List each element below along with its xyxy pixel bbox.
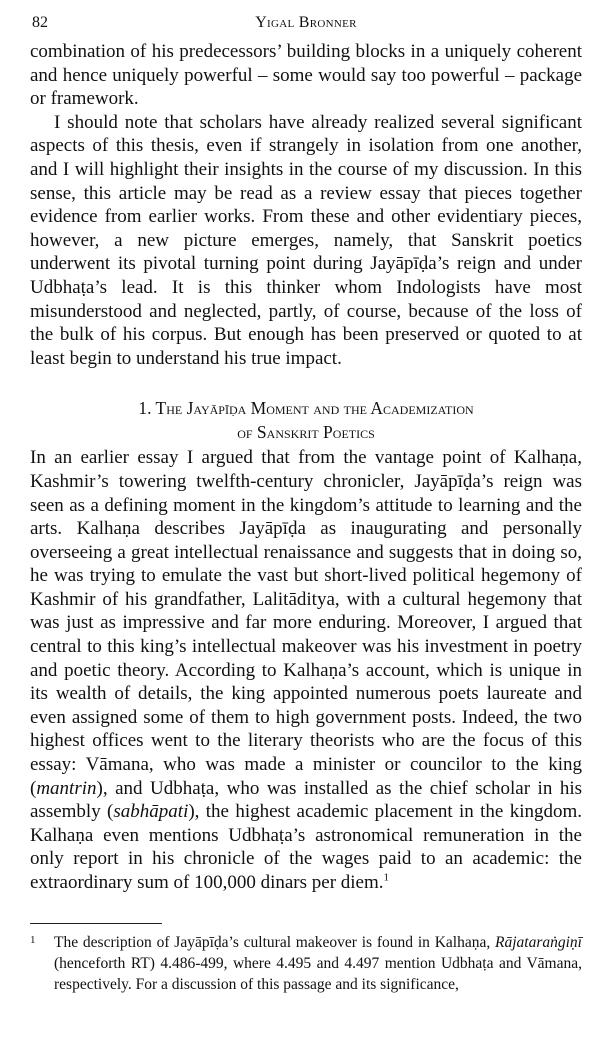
paragraph-continued: combination of his predecessors’ building blocks in a uniquely coherent and hence uniquely powerful – some would say too powerful – package or framework. bbox=[30, 41, 582, 110]
paragraph: I should note that scholars have already realized several significant aspects of this thesis, even if strangely in isolation from one another, and I will highlight their insights in the course of my discussion. In this sense, this article may be read as a review essay that pieces together evidence from earlier works. From these and other evidentiary pieces, however, a new picture emerges, namely, that Sanskrit poetics underwent its pivotal turning point during Jayāpīḍa’s reign and under Udbhaṭa’s lead. It is this thinker whom Indologists have most misunderstood and neglected, partly, of course, because of the loss of the bulk of his corpus. But enough has been preserved or quoted to at least begin to understand his true impact. bbox=[30, 111, 582, 369]
page-number: 82 bbox=[32, 14, 48, 31]
footnote bbox=[30, 932, 582, 995]
paragraph-text: ), and Udbhaṭa, who was installed as the chief scholar in his assembly ( bbox=[30, 777, 582, 823]
section-heading bbox=[30, 396, 582, 444]
section-heading-line-1: 1. The Jayāpīḍa Moment and the Academization bbox=[138, 398, 474, 419]
italic-title: Rājataraṅgiṇī bbox=[495, 933, 582, 951]
footnote-marker: 1 bbox=[30, 933, 36, 946]
footnote-reference[interactable]: 1 bbox=[383, 871, 390, 884]
section-heading-line-2: of Sanskrit Poetics bbox=[237, 422, 375, 443]
page-header bbox=[30, 0, 582, 40]
paragraph-text: In an earlier essay I argued that from the vantage point of Kalhaṇa, Kashmir’s towering twelfth-century chronicler, Jayāpīḍa’s reign was seen as a defining moment in the kingdom’s attitude to learning and the arts. Kalhaṇa describes Jayāpīḍa as inaugurating and personally overseeing a great intellectual renaissance and suggests that in doing so, he was trying to emulate the vast but short-lived political hegemony of Kashmir of his grandfather, Lalitāditya, with a cultural hegemony that was just as impressive and far more enduring. Moreover, I argued that central to this king’s intellectual makeover was his investment in poetry and poetic theory. According to Kalhaṇa’s account, which is unique in its wealth of details, the king appointed numerous poets laureate and even assigned some of them to high government posts. Indeed, the two highest offices went to the literary theorists who are the focus of this essay: Vāmana, who was made a minister or councilor to the king ( bbox=[30, 447, 582, 799]
paragraph bbox=[30, 446, 582, 894]
footnote-divider bbox=[30, 923, 162, 924]
body-text bbox=[30, 40, 582, 895]
footnote-text: (henceforth RT) 4.486-499, where 4.495 and 4.497 mention Udbhaṭa and Vāmana, respectively. For a discussion of this passage and its significance, bbox=[54, 954, 582, 993]
page bbox=[30, 0, 582, 1051]
running-head: Yigal Bronner bbox=[255, 14, 357, 31]
italic-term: mantrin bbox=[36, 777, 97, 799]
paragraph-text: ), the highest academic placement in the kingdom. Kalhaṇa even mentions Udbhaṭa’s astronomical remuneration in the only report in his chronicle of the wages paid to an academic: the extraordinary sum of 100,000 dinars per diem. bbox=[30, 801, 583, 893]
italic-term: sabhāpati bbox=[113, 801, 189, 823]
footnote-text: The description of Jayāpīḍa’s cultural makeover is found in Kalhaṇa, bbox=[54, 933, 496, 951]
